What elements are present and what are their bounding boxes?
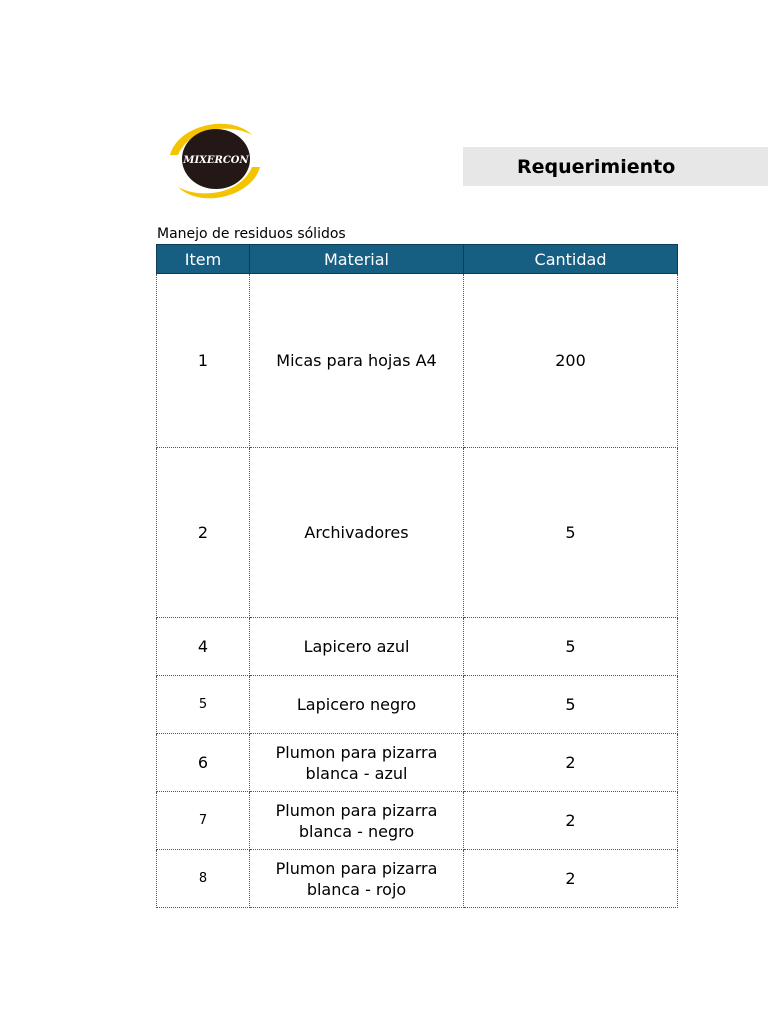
cell-cantidad: 5 [464,618,678,676]
mixercon-logo [160,115,272,207]
cell-cantidad: 2 [464,734,678,792]
table-row [157,792,678,850]
cell-item: 6 [157,734,250,792]
logo-text: MIXERCON [183,155,249,166]
table-header-row [157,245,678,274]
cell-cantidad: 5 [464,676,678,734]
cell-item: 5 [157,676,250,734]
cell-material: Plumon para pizarra blanca - azul [250,734,464,792]
document-title: Requerimiento [517,156,676,178]
cell-item: 7 [157,792,250,850]
cell-cantidad: 200 [464,274,678,448]
table-row [157,618,678,676]
cell-cantidad: 5 [464,448,678,618]
cell-material: Micas para hojas A4 [250,274,464,448]
header-cantidad: Cantidad [464,245,678,274]
header-item: Item [157,245,250,274]
table-row [157,448,678,618]
cell-material: Plumon para pizarra blanca - negro [250,792,464,850]
table-row [157,734,678,792]
header-material: Material [250,245,464,274]
cell-material: Lapicero negro [250,676,464,734]
cell-cantidad: 2 [464,792,678,850]
table-row [157,676,678,734]
cell-material: Lapicero azul [250,618,464,676]
cell-material: Archivadores [250,448,464,618]
table-row [157,274,678,448]
table-row [157,850,678,908]
requirements-table [156,244,678,908]
section-subtitle: Manejo de residuos sólidos [157,226,346,242]
title-band [463,147,768,186]
cell-item: 2 [157,448,250,618]
cell-cantidad: 2 [464,850,678,908]
cell-item: 4 [157,618,250,676]
cell-material: Plumon para pizarra blanca - rojo [250,850,464,908]
cell-item: 1 [157,274,250,448]
cell-item: 8 [157,850,250,908]
